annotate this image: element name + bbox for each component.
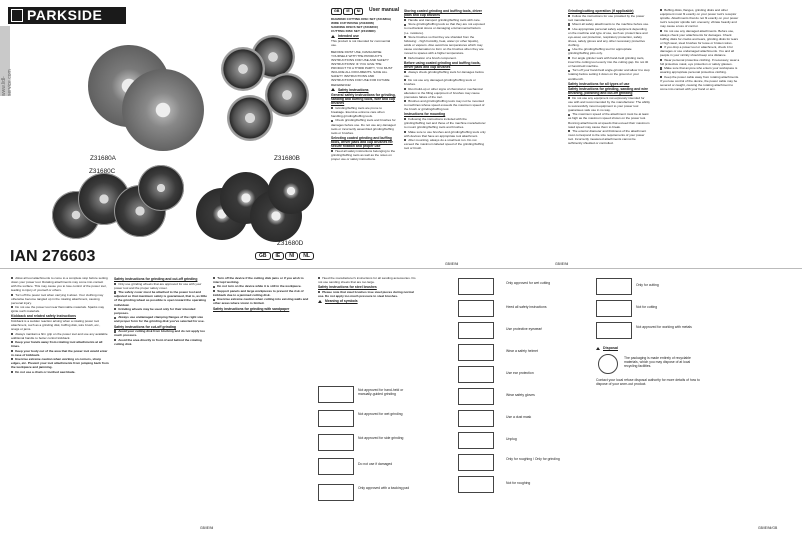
- ear-protection-icon: [458, 366, 494, 383]
- warning-icon: [331, 35, 335, 38]
- c1-item: Allow all tool attachments to come to a complete stop before setting down your power tool. Rotating attachments may come into contact with the surface. This may cause you to lose control of the power tool, leading to injury of yourself or others.: [11, 276, 108, 293]
- page2-column-1: [11, 276, 109, 528]
- manual-column-1: [331, 17, 396, 259]
- cutoff-heading: Safety instructions for cut-off grinding: [114, 324, 176, 329]
- c1-item: Exercise extreme caution when working on corners, sharp edges, etc. Prevent your tool attachments from jumping back from the workpiece and jamming.: [11, 357, 109, 370]
- symbol-label: Not approved for side grinding: [358, 436, 404, 440]
- all-types-heading: Safety instructions for all types of use: [568, 81, 630, 86]
- diamond-disc-icon: [122, 69, 204, 151]
- manual-column-2: [404, 8, 486, 260]
- grinding-item: For angle grinder work with hand-held grinding tools, insert the cutting tool evenly into the cutting gap. Do not tilt or hand-held machine.: [568, 55, 649, 68]
- before-heading: Before using coated grinding and buffing tools, driver pads and cup brushes: [404, 60, 481, 69]
- all-types-item: Do not use any equipment not expressly intended for use with and recommended by the manufacturer. The ability to successfully mount equipment to your power tool guarantees safe use in no way.: [568, 95, 650, 112]
- c3-item: Exercise extreme caution when cutting into existing walls and other areas where vision is limited.: [213, 297, 309, 306]
- manual-title: DIAMOND CUTTING DISC SET (Z31680A) WIRE CUP BRUSH (Z31680B) SANDING DISCS SET (Z31680C) CUTTING DISC SET (Z31680D): [331, 17, 392, 34]
- warning-icon: [331, 88, 335, 91]
- dust-mask-icon: [458, 410, 494, 427]
- c1-item: Do not use a chain or toothed saw blade.: [11, 370, 109, 374]
- intended-use-heading: Intended use: [331, 34, 396, 38]
- roughing-icon: [458, 454, 494, 471]
- symbol-label: Only approved for wet cutting: [506, 281, 551, 285]
- lang-badge: NI: [354, 8, 364, 15]
- symbol-label: Unplug: [506, 437, 517, 441]
- website-strip: [0, 26, 13, 96]
- symbol-label: Use protective eyewear!: [506, 327, 543, 331]
- disposal-heading: Disposal: [596, 346, 618, 350]
- select-heading: Selecting coated grinding and buffing tools, driver pads and cup brushes for secure fixation and proper use: [331, 135, 393, 149]
- mounting-item: Make sure to use brushes and grinding/buffing tools only with devices that have an appropriate tool attachment.: [404, 129, 486, 138]
- no-wet-grinding-icon: [318, 410, 354, 427]
- all-types-item: Do not use any damaged attachments. Before use, always check your attachments for damages. Check buffing disks for cracks and tears, grinding disks for tears or high wear, steel brushes for loose or broken wires.: [660, 28, 739, 45]
- c1-item: Keep your hands away from rotating tool attachments at all times.: [11, 340, 103, 349]
- read-manual-icon: [458, 300, 494, 317]
- user-manual-label: User manual: [369, 7, 400, 13]
- symbol-label: Wear safety gloves: [506, 393, 535, 397]
- product-label-b: Z31680B: [274, 155, 300, 162]
- grinding-item: Mount all safety attachments to the machine before use.: [568, 22, 650, 26]
- before-item: Always check grinding/buffing tools for damages before use.: [404, 69, 484, 78]
- c2-item: The safety cover must be attached to the power tool and adjusted so that maximum safety is guaranteed, that is, as little of the grinding wheel as possible is open toward the operating individual.: [114, 290, 208, 307]
- lang-badge: GB: [255, 252, 271, 260]
- website-text: www.lidl-service.com: [1, 69, 13, 96]
- helmet-icon: [458, 344, 494, 361]
- page-divider: [0, 268, 802, 269]
- safety-heading: Safety instructions: [331, 88, 396, 92]
- c2-item: Avoid your cutting disk from blocking and do not apply too much pressure.: [114, 329, 206, 338]
- symbol-label: Not approved for wet grinding: [358, 412, 403, 416]
- general-item: Grinding/buffing tools are prone to breakage. Exercise extreme care when handling grinding/buffing tools.: [331, 105, 385, 119]
- c1-item: Turn off the power tool when carrying it about. Your clothing may otherwise become tangled up in the rotating attachment, causing personal injury.: [11, 292, 104, 305]
- eyewear-icon: [458, 322, 494, 339]
- page2-column-2: [114, 276, 208, 528]
- grinding-item: Use the grinding/buffing tool for appropriate grinding/buffing jobs only.: [568, 47, 632, 56]
- backing-pad-icon: [318, 484, 354, 501]
- product-label-c: Z31680C: [89, 168, 116, 175]
- product-label-d: Z31680D: [277, 240, 304, 247]
- symbol-label: Use a dust mask: [506, 415, 532, 419]
- warning-icon: [596, 347, 600, 350]
- page-number: GB/IE/NI: [445, 262, 459, 266]
- page2-column-3: [213, 276, 313, 528]
- front-lang-badges: [255, 252, 314, 260]
- general-heading: General safety instructions for grinding, sanding and buffing tools, wire and cup brushes: [331, 93, 396, 106]
- page-number: GB/IE/NI/GB: [758, 526, 778, 530]
- symbols-heading: Meaning of symbols: [318, 299, 416, 303]
- c4-item: Please note that steel brushes lose steel pieces during normal use. Do not apply too much pressure to steel brushes.: [318, 289, 414, 299]
- storing-item: Deformation of a brush component.: [404, 56, 486, 60]
- warning-icon: [318, 300, 322, 303]
- lang-badge: IE: [343, 8, 352, 15]
- product-z31680c: [52, 165, 182, 245]
- disposal-text-2: Contact your local refuse disposal authority for more details of how to dispose of your worn-out product.: [596, 378, 700, 386]
- c2-item: Grinding wheels may be used only for their intended purposes.: [114, 306, 196, 315]
- damaged-disc-icon: [318, 458, 354, 475]
- no-cutting-icon: [596, 300, 632, 317]
- cutting-disc-icon: [268, 168, 314, 214]
- caution-text: BEFORE FIRST USE, FAMILIARISE YOURSELF WITH THE PRODUCT'S INSTRUCTIONS FOR USE AND SAFETY INSTRUCTIONS! IF YOU GIVE THE PRODUCT TO A THIRD PARTY, YOU MUST INCLUDE ALL DOCUMENTS. SAVE ALL SAFETY INSTRUCTIONS AND INSTRUCTIONS FOR USE FOR FUTURE REFERENCE!: [331, 50, 393, 87]
- symbol-label: Wear a safety helmet: [506, 349, 538, 353]
- unplug-icon: [458, 432, 494, 449]
- symbol-label: Not approved for working with metals: [636, 325, 692, 329]
- c4-item: Heed the manufacturer's instructions for all sanding accessories. Do not use sanding sheets that are too large.: [318, 276, 416, 285]
- mounting-item: After mounting, always do a small test run. Do not exceed the maximum labeled speed of the grinding/buffing tool or brush.: [404, 138, 485, 151]
- disposal-text: The packaging is made entirely of recyclable materials, which you may dispose of at local recycling facilities.: [624, 356, 691, 368]
- before-item: Brushes and grinding/buffing tools may not be mounted to machines whose speed exceeds the maximum speed of the brush or grinding/buffing tool.: [404, 99, 485, 112]
- before-item: Do not use any damaged grinding/buffing tools or brushes.: [404, 78, 476, 87]
- all-types-item: Make sure that anyone who enters your workspace is wearing appropriate personal protective clothing.: [660, 66, 738, 75]
- cutting-only-icon: [596, 278, 632, 295]
- c2-item: Only use grinding wheels that are approved for use with your power tool and the proper safety cover.: [114, 281, 202, 290]
- mounting-item: Following the instructions included with the grinding/buffing tool and those of the machine manufacturer to mount grinding/buffing tools and brushes.: [404, 117, 486, 130]
- manual-column-4: [660, 8, 740, 260]
- symbol-label: Not approved for hand-held or manually-guided grinding: [358, 388, 404, 396]
- sandpaper-heading: Safety instructions for grinding with sandpaper: [213, 306, 290, 311]
- product-z31680a: [88, 33, 204, 149]
- symbol-label: Heed all safety instructions: [506, 305, 547, 309]
- c2-item: Always use undamaged clamping flanges of the right size and proper form for the grinding disk you've selected for use.: [114, 315, 205, 324]
- all-types-item: The exterior diameter and thickness of the attachment must correspond to the size requirements of your power tool. Incorrectly measured attachments cannot be sufficiently shielded or controlled.: [568, 128, 647, 146]
- all-types-item: The maximum speed of the attachment must be at least as high as the maximum speed shown on the power tool. Running attachments at speeds that exceed their maximum rated speed may cause them to break.: [568, 112, 650, 129]
- c1-item: Do not use the power tool near flammable materials. Sparks may ignite such materials.: [11, 305, 105, 314]
- c3-item: Support panels and large workpieces to prevent the risk of kickback due to a jammed cutting disk.: [213, 288, 304, 297]
- wire-brush-icon: [227, 95, 273, 141]
- logo-mark-icon: [11, 9, 23, 22]
- grinding-item: Turn off your hand-held angle-grinder and allow it to stop rotating before setting it down on the ground or your workbench.: [568, 68, 650, 81]
- storing-item: Store brushes so that they are shielded from the following: - high humidity, heat, water (or other liquids), acids or vapours. Also avoid low temperatures which may cause condensation to form on the brushes when they are moved to spaces with a higher temperature.: [404, 34, 484, 56]
- symbol-label: Only approved with a backing pad: [358, 486, 410, 490]
- c1-item: Keep your body out of the area that the power tool would enter in case of kickback.: [11, 348, 108, 357]
- intended-use-text: This product is not intended for commercial use.: [331, 39, 391, 48]
- product-z31680d: [196, 168, 316, 248]
- symbol-label: Not for roughing: [506, 481, 531, 485]
- c3-item: Turn off the device if the cutting disk jams or if you wish to interrupt working.: [213, 276, 304, 285]
- c1-item: Always maintain a firm grip on the power tool and use any available additional handle to better control kickback.: [11, 331, 108, 340]
- all-types-item: Wear personal protective clothing. If necessary, wear a full protective mask, eye protection or safety glasses.: [660, 57, 740, 66]
- wet-cutting-icon: [458, 278, 494, 295]
- lang-badge: IE: [272, 252, 285, 260]
- ian-number: IAN 276603: [10, 248, 96, 265]
- symbol-label: Use ear protection: [506, 371, 534, 375]
- product-z31680b: [213, 35, 313, 147]
- grinding-item: Follow the instructions for use provided by the power tool manufacturer.: [568, 13, 645, 22]
- no-roughing-icon: [458, 476, 494, 493]
- manual-column-3: [568, 8, 650, 260]
- grinding-heading: Grinding/cutting operation (if applicable): [568, 9, 634, 14]
- symbol-label: Only for roughing / Only for grinding: [506, 457, 560, 461]
- all-types-item: Keep the power cable away from rotating attachments. If you lose control of the device, the power cable may be severed or caught, causing the rotating attachment to come into contact with your hand or arm.: [660, 74, 739, 91]
- storing-item: Store grinding/buffing tools so that they are not exposed to mechanical stress or damaging environmental factors (i.e. moisture).: [404, 22, 485, 35]
- c3-item: Do not turn on the device while it is still in the workpiece.: [213, 284, 313, 288]
- all-types-item: If you drop a power tool or attachment, check it for damages or use undamaged attachments. You and all people in your vicinity should keep at a distance.: [660, 45, 734, 58]
- no-side-grinding-icon: [318, 434, 354, 451]
- symbol-label: Do not use if damaged: [358, 462, 393, 466]
- c2-item: Avoid the area directly in front of and behind the rotating cutting disk.: [114, 337, 202, 346]
- before-item: Rust build-up or other signs of chemical or mechanical alteration to the filling equipment of brushes may cause premature failure of the tool.: [404, 86, 483, 99]
- grinding-cutoff-heading: Safety instructions for grinding and cut-off grinding: [114, 277, 198, 282]
- steel-brush-heading: Safety instructions for steel brushes: [318, 285, 377, 290]
- page-number: GB/IE/NI: [200, 526, 214, 530]
- lang-badge: NL: [299, 252, 314, 260]
- page-number: GB/IE/NI: [555, 262, 569, 266]
- gloves-icon: [458, 388, 494, 405]
- lang-badge: GB: [331, 8, 342, 15]
- wire-brush-icon: [221, 47, 265, 91]
- sanding-disc-icon: [138, 165, 184, 211]
- symbol-label: Not for cutting: [636, 305, 658, 309]
- general-item: Check grinding/buffing tools and brushes for damages before use. Do not use any damaged tools or incorrectly assembled grinding/buffing tools or brushes.: [331, 118, 396, 135]
- kickback-heading: Kickback and related safety instructions: [11, 314, 77, 319]
- grinding-item: Use appropriate personal safety equipment depending on the machine and type of use, such as: protect face and eye-wear, ear protection, respiratory protection, safety shoes, safety gloves and any other necessary protective clothing.: [568, 26, 648, 47]
- storing-heading: Storing coated grinding and buffing tools, driver pads and cup brushes: [404, 9, 482, 18]
- kickback-text: Kickback is a sudden reaction arising when a rotating power tool attachment, such as a grinding disk, buffing disk, wire brush, etc., snags or jams.: [11, 319, 101, 332]
- mounting-heading: Instructions for mounting: [404, 112, 446, 117]
- select-item: Heed all safety instructions belonging to the grinding/buffing tools as well as the notes on proper use or safety instructions.: [331, 148, 396, 161]
- storing-item: Handle and transport grinding/buffing tools with care.: [404, 18, 486, 22]
- parkside-logo: [8, 7, 126, 24]
- symbol-label: Only for cutting: [636, 283, 659, 287]
- all-types-subheading: Safety instructions for grinding, sanding and wire brushing, polishing and cut-off grinding: [568, 87, 649, 96]
- no-metal-icon: [596, 322, 632, 339]
- logo-text: PARKSIDE: [27, 7, 103, 23]
- all-types-item: Buffing disks, flanges, grinding disks and other equipment must fit exactly on your power tool's receptor spindle. Attachments that do not fit exactly on your power tool's receptor spindle turn unevenly, vibrate heavily and may cause a loss of control.: [660, 8, 739, 29]
- header-lang-badges: [331, 8, 363, 15]
- recycling-icon: [598, 354, 618, 374]
- lang-badge: NI: [285, 252, 298, 260]
- no-handheld-icon: [318, 386, 354, 403]
- product-label-a: Z31680A: [90, 155, 116, 162]
